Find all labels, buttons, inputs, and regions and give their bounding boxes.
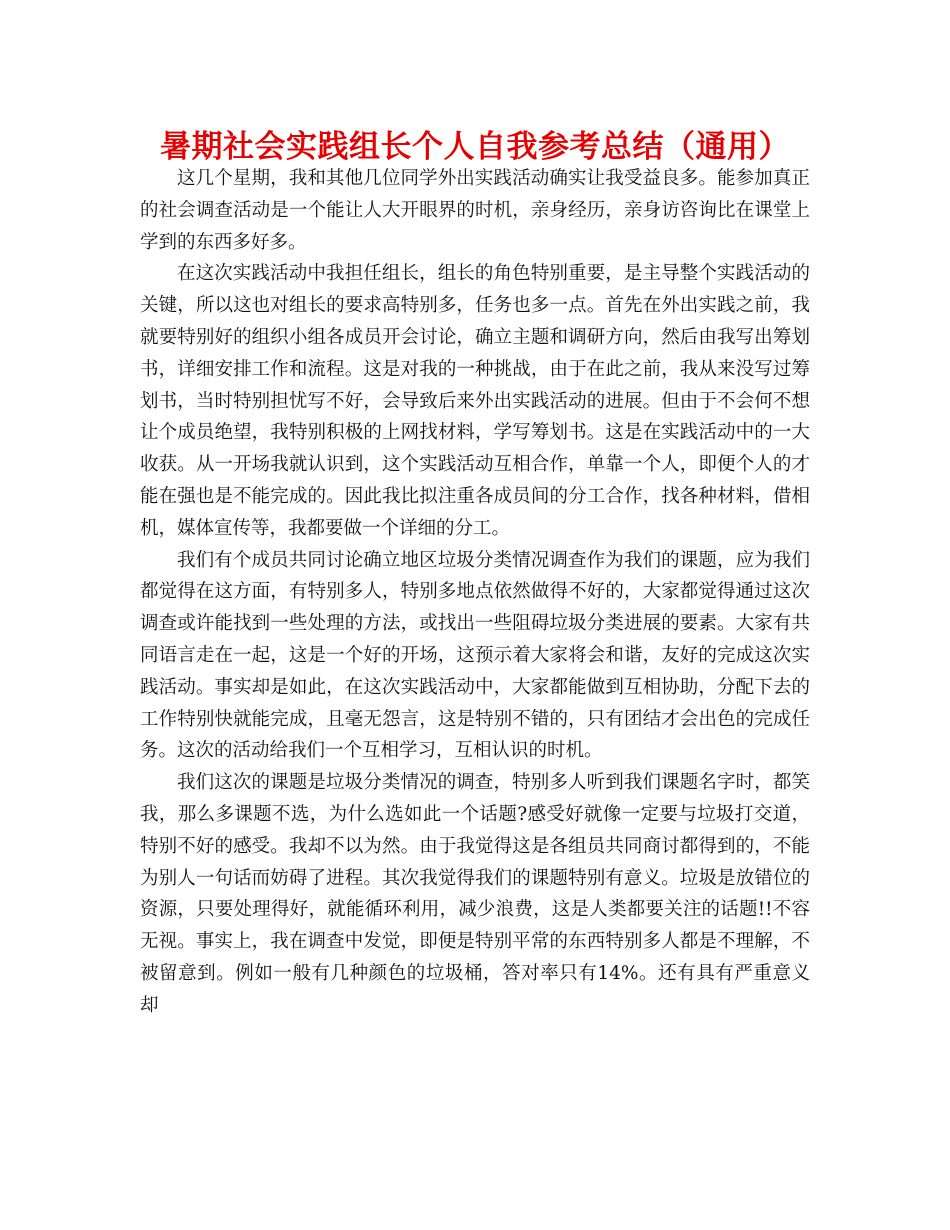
document-body <box>140 163 810 1022</box>
document-title: 暑期社会实践组长个人自我参考总结（通用） <box>160 129 790 165</box>
paragraph: 我们有个成员共同讨论确立地区垃圾分类情况调查作为我们的课题，应为我们都觉得在这方面，有特别多人，特别多地点依然做得不好的，大家都觉得通过这次调查或许能找到一些处理的方法，或找出一些阻碍垃圾分类进展的要素。大家有共同语言走在一起，这是一个好的开场，这预示着大家将会和谐，友好的完成这次实践活动。事实却是如此，在这次实践活动中，大家都能做到互相协助，分配下去的工作特别快就能完成，且毫无怨言，这是特别不错的，只有团结才会出色的完成任务。这次的活动给我们一个互相学习，互相认识的时机。 <box>140 549 810 762</box>
paragraph: 这几个星期，我和其他几位同学外出实践活动确实让我受益良多。能参加真正的社会调查活动是一个能让人大开眼界的时机，亲身经历，亲身访咨询比在课堂上学到的东西多好多。 <box>140 168 810 253</box>
paragraph: 我们这次的课题是垃圾分类情况的调查，特别多人听到我们课题名字时，都笑我，那么多课题不选，为什么选如此一个话题?感受好就像一定要与垃圾打交道，特别不好的感受。我却不以为然。由于我觉得这是各组员共同商讨都得到的，不能为别人一句话而妨碍了进程。其次我觉得我们的课题特别有意义。垃圾是放错位的资源，只要处理得好，就能循环利用，减少浪费，这是人类都要关注的话题!!不容无视。事实上，我在调查中发觉，即便是特别平常的东西特别多人都是不理解，不被留意到。例如一般有几种颜色的垃圾桶，答对率只有14%。还有具有严重意义却 <box>140 772 810 1016</box>
paragraph: 在这次实践活动中我担任组长，组长的角色特别重要，是主导整个实践活动的关键，所以这也对组长的要求高特别多，任务也多一点。首先在外出实践之前，我就要特别好的组织小组各成员开会讨论，确立主题和调研方向，然后由我写出筹划书，详细安排工作和流程。这是对我的一种挑战，由于在此之前，我从来没写过筹划书，当时特别担忧写不好，会导致后来外出实践活动的进展。但由于不会何不想让个成员绝望，我特别积极的上网找材料，学写筹划书。这是在实践活动中的一大收获。从一开场我就认识到，这个实践活动互相合作，单靠一个人，即便个人的才能在强也是不能完成的。因此我比拟注重各成员间的分工合作，找各种材料，借相机，媒体宣传等，我都要做一个详细的分工。 <box>140 263 810 539</box>
